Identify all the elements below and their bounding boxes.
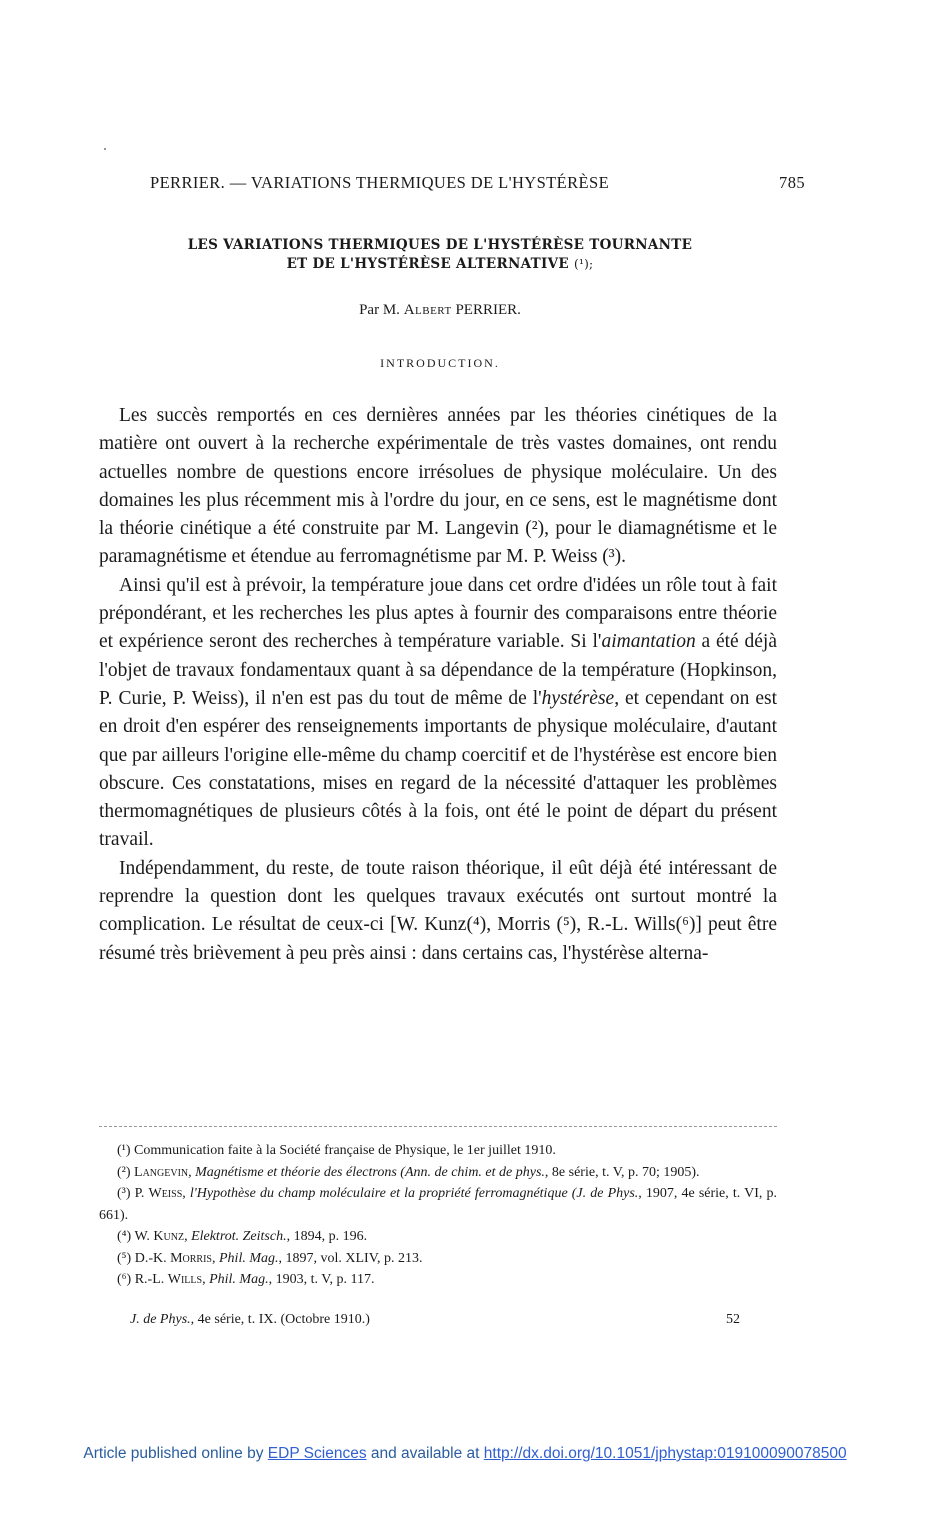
fn2-ref: , 8e série, t. V, p. 70; 1905). [544,1164,700,1180]
section-heading: INTRODUCTION. [380,356,500,370]
paragraph-2-italic-hysterese: hystérèse [541,687,615,709]
fn3-num: (³) P. [117,1186,149,1201]
scan-speck [104,148,106,150]
journal-issue: , 4e série, t. IX. (Octobre 1910.) [190,1312,370,1327]
fn5-author: Morris [170,1250,212,1266]
fn5-ref: , 1897, vol. XLIV, p. 213. [278,1250,423,1266]
journal-name: J. de Phys. [130,1312,191,1327]
fn3-sep: , [182,1186,190,1201]
running-head-title: PERRIER. — VARIATIONS THERMIQUES DE L'HYSTÉRÈSE [150,173,610,192]
footnote-5 [99,1248,777,1270]
fn6-ref: , 1903, t. V, p. 117. [268,1272,375,1287]
running-head [150,173,805,195]
footnote-2 [99,1162,777,1184]
fn3-title: l'Hypothèse du champ moléculaire et la propriété ferromagnétique (J. de Phys. [189,1186,639,1201]
title-line-2 [100,255,780,274]
fn5-sep: , [212,1250,219,1266]
fn6-sep: , [202,1272,210,1287]
fn4-num: (⁴) W. [117,1229,154,1244]
title-footnote-ref: (¹); [573,257,594,271]
publication-banner [0,1445,930,1463]
footnotes [99,1140,777,1291]
fn6-num: (⁶) R.-L. [117,1272,168,1287]
fn2-num: (²) [117,1164,135,1180]
paragraph-2-part-b: a été déjà l'objet de travaux fondamentaux quant à sa dépendance de la température (Hopkinson, P. Curie, P. Weiss), il n'en est pas du tout de même de l' [99,631,777,709]
page-number: 785 [779,173,805,192]
footnote-4 [99,1226,777,1248]
journal-footer [130,1312,740,1332]
journal-citation [130,1312,370,1328]
author-first-name: Albert [403,302,452,318]
author-line [100,302,780,319]
fn3-ref: , 1907, 4e série, t. VI, p. 661). [99,1186,777,1223]
fn3-author: Weiss [148,1186,183,1201]
edp-sciences-link[interactable]: EDP Sciences [267,1445,367,1462]
paragraph-2-part-a: Ainsi qu'il est à prévoir, la température joue dans cet ordre d'idées un rôle tout à fait prépondérant, et les recherches les plus aptes à fournir des comparaisons entre théorie et expérience seront des recherches à température variable. Si l' [99,574,777,653]
fn2-author: Langevin [134,1164,189,1180]
author-prefix: Par M. [359,302,400,318]
fn5-num: (⁵) D.-K. [117,1250,171,1266]
fn2-title: Magnétisme et théorie des électrons (Ann. de chim. et de phys. [195,1164,545,1180]
fn5-title: Phil. Mag. [219,1250,279,1266]
footnote-3 [99,1183,777,1226]
paragraph-3: Indépendamment, du reste, de toute raison théorique, il eût déjà été intéressant de reprendre la question dont les quelques travaux exécutés ont surtout montré la complication. Le résultat de ceux-ci [W. Kunz(⁴), Morris (⁵), R.-L. Wills(⁶)] peut être résumé très brièvement à peu près ainsi : dans certains cas, l'hystérèse alterna- [99,857,777,964]
fn4-author: Kunz [153,1229,185,1244]
paragraph-2-italic-aimantation: aimantation [601,631,696,653]
doi-link[interactable]: http://dx.doi.org/10.1051/jphystap:019100090078500 [483,1445,847,1462]
paragraph-2 [99,572,777,855]
title-line-1: LES VARIATIONS THERMIQUES DE L'HYSTÉRÈSE TOURNANTE [187,237,693,253]
footnote-1: (¹) Communication faite à la Société française de Physique, le 1er juillet 1910. [117,1143,556,1158]
author-last-name: PERRIER. [455,302,521,318]
fn4-ref: , 1894, p. 196. [286,1229,368,1244]
fn2-sep: , [188,1164,196,1180]
article-title [100,236,780,274]
footnote-6 [99,1269,777,1291]
title-line-2-text: ET DE L'HYSTÉRÈSE ALTERNATIVE [286,256,569,272]
paragraph-2-part-c: , et cependant on est en droit d'en espérer des renseignements importants de physique moléculaire, d'autant que par ailleurs l'origine elle-même du champ coercitif et de l'hystérèse est encore bien obscure. Ces constatations, mises en regard de la nécessité d'attaquer les problèmes thermomagnétiques de plusieurs côtés à la fois, ont été le point de départ du présent travail. [99,687,777,851]
body-text [99,402,777,968]
paragraph-1: Les succès remportés en ces dernières années par les théories cinétiques de la matière ont ouvert à la recherche expérimentale de très vastes domaines, ont rendu actuelles nombre de questions encore irrésolues de physique moléculaire. Un des domaines les plus récemment mis à l'ordre du jour, en ce sens, est le magnétisme dont la théorie cinétique a été construite par M. Langevin (²), pour le diamagnétisme et le paramagnétisme et étendue au ferromagnétisme par M. P. Weiss (³). [99,405,777,568]
fn6-title: Phil. Mag. [209,1272,269,1287]
fn6-author: Wills [167,1272,203,1287]
sheet-number: 52 [726,1312,740,1327]
fn4-sep: , [184,1229,192,1244]
footnote-rule [99,1126,777,1127]
fn4-title: Elektrot. Zeitsch. [191,1229,287,1244]
banner-middle: and available at [366,1445,484,1462]
banner-prefix: Article published online by [83,1445,268,1462]
